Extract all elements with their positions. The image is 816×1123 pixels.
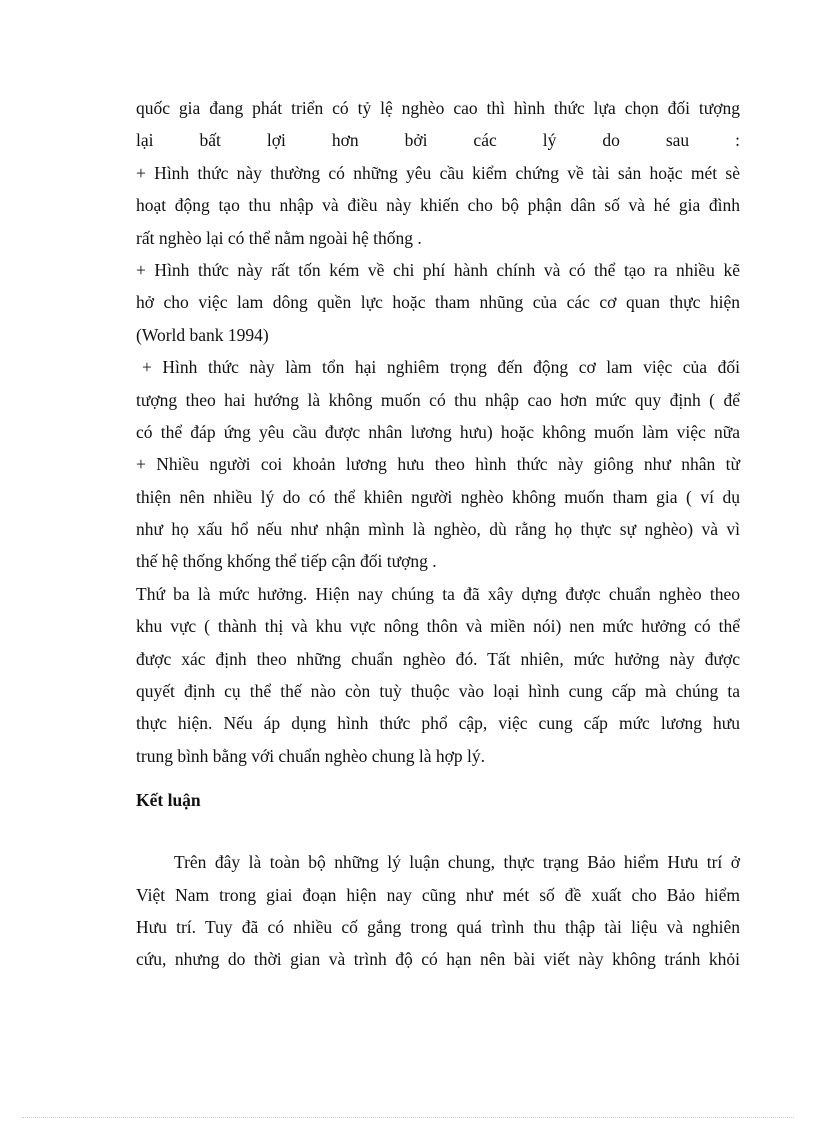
text-line: + Hình thức này rất tốn kém về chi phí hành chính và có thể tạo ra nhiều kẽ: [136, 259, 740, 280]
paragraph-conclusion: [136, 846, 740, 976]
page-bottom-rule: [22, 1117, 794, 1118]
text-line: hoạt động tạo thu nhập và điều này khiến cho bộ phận dân số và hé gia đình: [136, 195, 740, 216]
text-line: Thứ ba là mức hưởng. Hiện nay chúng ta đã xây dựng được chuẩn nghèo theo: [136, 583, 740, 604]
text-line: được xác định theo những chuẩn nghèo đó. Tất nhiên, mức hưởng này được: [136, 648, 740, 669]
text-line: quốc gia đang phát triển có tỷ lệ nghèo cao thì hình thức lựa chọn đối tượng: [136, 98, 740, 118]
text-line: thiện nên nhiều lý do có thể khiên người nghèo không muốn tham gia ( ví dụ: [136, 486, 740, 507]
text-line: tượng theo hai hướng là không muốn có thu nhập cao hơn mức quy định ( để: [136, 389, 740, 410]
text-line: hở cho việc lam dông quền lực hoặc tham nhũng của các cơ quan thực hiện: [136, 292, 740, 313]
spacer: [136, 816, 740, 846]
paragraph-admin-cost: [136, 254, 740, 351]
text-line: Trên đây là toàn bộ những lý luận chung, thực trạng Bảo hiểm Hưu trí ở: [174, 852, 740, 873]
text-line: (World bank 1994): [136, 324, 269, 345]
text-line: rất nghèo lại có thể nằm ngoài hệ thống .: [136, 227, 422, 248]
text-line: Hưu trí. Tuy đã có nhiều cố gắng trong quá trình thu thập tài liệu và nghiên: [136, 916, 740, 937]
text-line: + Hình thức này thường có những yêu cầu kiểm chứng về tài sản hoặc mét sè: [136, 162, 740, 183]
text-line: lại bất lợi hơn bởi các lý do sau :: [136, 130, 740, 151]
paragraph-selection-drawbacks: [136, 92, 740, 254]
text-line: thế hệ thống khống thể tiếp cận đối tượng .: [136, 551, 437, 572]
spacer: [136, 772, 740, 784]
text-line: trung bình bằng với chuẩn nghèo chung là hợp lý.: [136, 745, 486, 766]
paragraph-stigma: [136, 448, 740, 578]
text-line: quyết định cụ thể thế nào còn tuỳ thuộc vào loại hình cung cấp mà chúng ta: [136, 681, 740, 702]
paragraph-work-incentive: [136, 351, 740, 448]
paragraph-benefit-level: [136, 578, 740, 772]
text-line: khu vực ( thành thị và khu vực nông thôn và miền nói) nen mức hưởng có thể: [136, 616, 740, 637]
text-line: cứu, nhưng do thời gian và trình độ có hạn nên bài viết này không tránh khỏi: [136, 949, 740, 970]
text-line: có thể đáp ứng yêu cầu được nhân lương hưu) hoặc không muốn làm việc nữa: [136, 421, 740, 442]
text-line: thực hiện. Nếu áp dụng hình thức phổ cập, việc cung cấp mức lương hưu: [136, 713, 740, 734]
text-line: như họ xấu hổ nếu như nhận mình là nghèo, dù rằng họ thực sự nghèo) và vì: [136, 519, 740, 540]
text-line: + Nhiều người coi khoản lương hưu theo hình thức này giông như nhân từ: [136, 454, 740, 475]
text-line: Việt Nam trong giai đoạn hiện nay cũng như mét số đề xuất cho Bảo hiểm: [136, 884, 740, 905]
section-heading: Kết luận: [136, 790, 201, 811]
document-page: [136, 92, 740, 976]
text-line: + Hình thức này làm tổn hại nghiêm trọng đến động cơ lam việc của đối: [142, 357, 740, 378]
